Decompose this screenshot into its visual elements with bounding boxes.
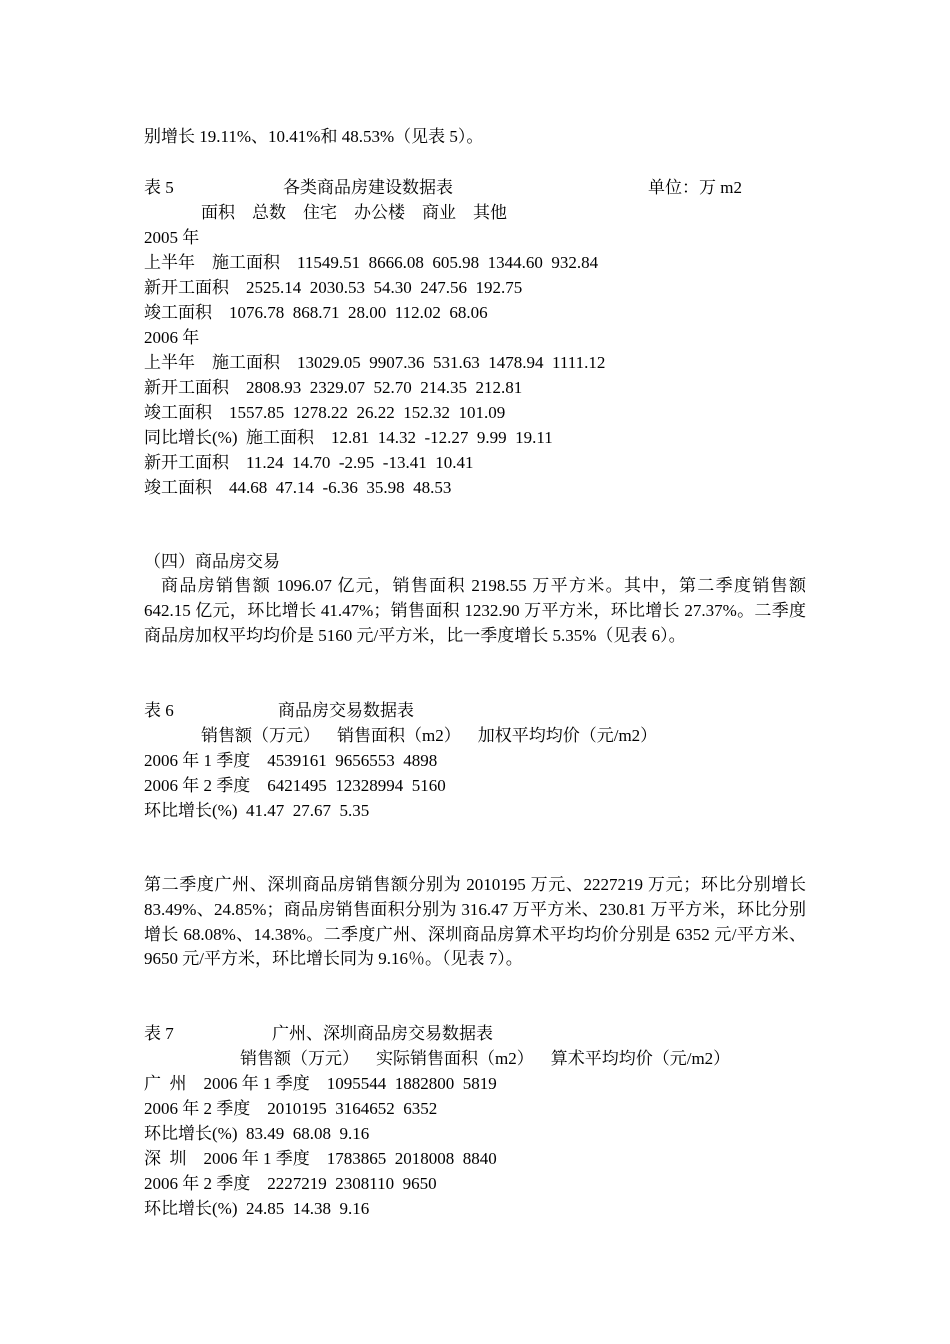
table5-row: 新开工面积 11.24 14.70 -2.95 -13.41 10.41	[144, 453, 474, 472]
table5-row: 竣工面积 1076.78 868.71 28.00 112.02 68.06	[144, 303, 488, 322]
table5-row: 同比增长(%) 施工面积 12.81 14.32 -12.27 9.99 19.11	[144, 428, 553, 447]
table5-title: 各类商品房建设数据表	[283, 178, 453, 197]
guangzhou-shenzhen-paragraph: 第二季度广州、深圳商品房销售额分别为 2010195 万元、2227219 万元；环比分别增长 83.49%、24.85%；商品房销售面积分别为 316.47 万平方米、230.81 万平方米，环比分别增长 68.08%、14.38%。二季度广州、深圳商品房算术平均均价分别是 6352 元/平方米、9650 元/平方米，环比增长同为 9.16％。（见表 7）。	[144, 875, 806, 969]
table7-row: 深 圳 2006 年 1 季度 1783865 2018008 8840	[144, 1149, 497, 1168]
section4-paragraph: 商品房销售额 1096.07 亿元，销售面积 2198.55 万平方米。其中，第二季度销售额 642.15 亿元，环比增长 41.47%；销售面积 1232.90 万平方米，环比增长 27.37%。二季度商品房加权平均均价是 5160 元/平方米，比一季度增长 5.35%（见表 6）。	[144, 576, 806, 645]
table6-title: 商品房交易数据表	[278, 701, 414, 720]
table6-header: 销售额（万元） 销售面积（m2） 加权平均均价（元/m2）	[201, 726, 658, 745]
table5-row: 竣工面积 1557.85 1278.22 26.22 152.32 101.09	[144, 403, 506, 422]
table6-row: 环比增长(%) 41.47 27.67 5.35	[144, 801, 370, 820]
table7-row: 环比增长(%) 24.85 14.38 9.16	[144, 1199, 370, 1218]
table6-row: 2006 年 1 季度 4539161 9656553 4898	[144, 751, 438, 770]
table7-header: 销售额（万元） 实际销售面积（m2） 算术平均均价（元/m2）	[240, 1049, 731, 1068]
table7-label: 表 7	[144, 1024, 174, 1043]
table5-row: 新开工面积 2808.93 2329.07 52.70 214.35 212.81	[144, 378, 523, 397]
table5-unit: 单位：万 m2	[648, 178, 742, 197]
table5-row: 2006 年	[144, 328, 200, 347]
table7-title: 广州、深圳商品房交易数据表	[272, 1024, 493, 1043]
table6-label: 表 6	[144, 701, 174, 720]
section-heading: （四）商品房交易	[144, 552, 280, 571]
table5-row: 2005 年	[144, 228, 200, 247]
table5-label: 表 5	[144, 178, 174, 197]
table7-row: 广 州 2006 年 1 季度 1095544 1882800 5819	[144, 1074, 497, 1093]
table6-row: 2006 年 2 季度 6421495 12328994 5160	[144, 776, 446, 795]
table5-row: 新开工面积 2525.14 2030.53 54.30 247.56 192.75	[144, 278, 523, 297]
table5-row: 上半年 施工面积 13029.05 9907.36 531.63 1478.94 1111.12	[144, 353, 606, 372]
table5-row: 上半年 施工面积 11549.51 8666.08 605.98 1344.60 932.84	[144, 253, 599, 272]
table5-header: 面积 总数 住宅 办公楼 商业 其他	[201, 203, 507, 222]
intro-line: 别增长 19.11%、10.41%和 48.53%（见表 5）。	[144, 127, 484, 146]
table7-row: 2006 年 2 季度 2227219 2308110 9650	[144, 1174, 437, 1193]
table7-row: 环比增长(%) 83.49 68.08 9.16	[144, 1124, 370, 1143]
table7-row: 2006 年 2 季度 2010195 3164652 6352	[144, 1099, 438, 1118]
table5-row: 竣工面积 44.68 47.14 -6.36 35.98 48.53	[144, 478, 452, 497]
